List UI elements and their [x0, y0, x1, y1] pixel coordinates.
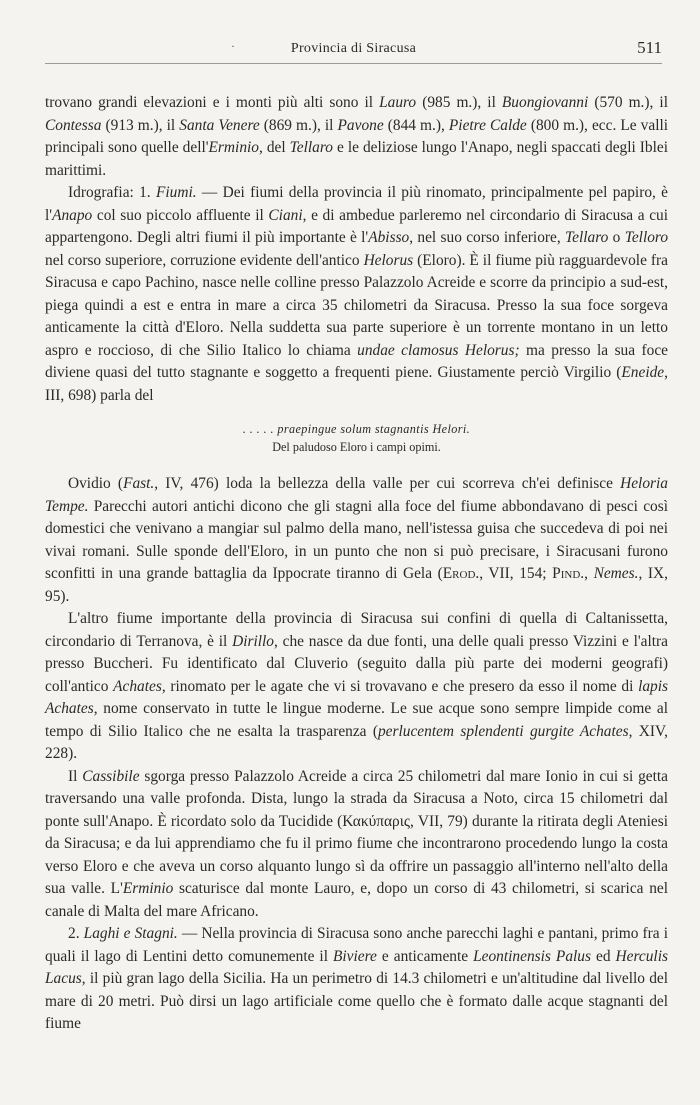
- paragraph-cassibile: Il Cassibile sgorga presso Palazzolo Acreide a circa 25 chilometri dal mare Ionio in cui si getta traversando una valle profonda. Dista, lungo la strada da Siracusa a Noto, circa 15 chilometri dal ponte sull'Anapo. È ricordato solo da Tucidide (Κακύπαρις, VII, 79) durante la ritirata degli Ateniesi da Siracusa; e da lui apprendiamo che fu il primo fiume che incontrarono procedendo lungo la costa verso Eloro e che aveva un corso alquanto lungo sì da offrire un passaggio all'interno nell'alto della sua valle. L'Erminio scaturisce dal monte Lauro, e, dopo un corso di 43 chilometri, si scarica nel canale di Malta del mare Africano.: [45, 767, 669, 920]
- page-number: 511: [637, 38, 662, 57]
- quote-italian: Del paludoso Eloro i campi opimi.: [272, 440, 441, 454]
- header-title: Provincia di Siracusa: [290, 41, 417, 56]
- header-mark: ·: [231, 39, 235, 53]
- paragraph-mountains: trovano grandi elevazioni e i monti più alti sono il Lauro (985 m.), il Buongiovanni (570 m.), il Contessa (913 m.), il Santa Venere (869 m.), il Pavone (844 m.), Pietre Calde (800 m.), ecc. Le valli principali sono quelle dell'Erminio, del Tellaro e le deliziose lungo l'Anapo, negli spaccati degli Iblei marittimi.: [45, 94, 669, 179]
- virgil-quotation: [45, 420, 668, 456]
- paragraph-dirillo: L'altro fiume importante della provincia di Siracusa sui confini di quella di Caltanissetta, circondario di Terranova, è il Dirillo, che nasce da due fonti, una delle quali presso Vizzini e l'altra presso Buccheri. Fu identificato dal Cluverio (seguito dalla più parte dei moderni geografi) coll'antico Achates, rinomato per le agate che vi si trovavano e che presero da esso il nome di lapis Achates, nome conservato in tutte le lingue moderne. Le sue acque sono sempre limpide come al tempo di Silio Italico che ne esalta la trasparenza (perlucentem splendenti gurgite Achates, XIV, 228).: [45, 610, 668, 762]
- paragraph-lakes: 2. Laghi e Stagni. — Nella provincia di Siracusa sono anche parecchi laghi e pantani, primo fra i quali il lago di Lentini detto comunemente il Biviere e anticamente Leontinensis Palus ed Herculis Lacus, il più gran lago della Sicilia. Ha un perimetro di 14.3 chilometri e un'altitudine dal livello del mare di 20 metri. Può dirsi un lago artificiale come quello che è formato dalle acque stagnanti del fiume: [45, 925, 668, 1032]
- page-body: [45, 92, 668, 1036]
- quote-latin: . . . . . praepingue solum stagnantis Helori.: [242, 422, 471, 436]
- paragraph-ovidio: Ovidio (Fast., IV, 476) loda la bellezza della valle per cui scorreva ch'ei definisce Heloria Tempe. Parecchi autori antichi dicono che gli stagni alla foce del fiume abbondavano di pesci così domestici che venivano a mangiar sul palmo della mano, nell'istessa guisa che succedeva di poi nei vivai romani. Sulle sponde dell'Eloro, in un punto che non si può precisare, i Siracusani furono sconfitti in una grande battaglia da Ippocrate tiranno di Gela (Erod., VII, 154; Pind., Nemes., IX, 95).: [45, 475, 668, 605]
- running-header: [45, 37, 662, 64]
- paragraph-hydrography-rivers: Idrografia: 1. Fiumi. — Dei fiumi della provincia il più rinomato, principalmente pel papiro, è l'Anapo col suo piccolo affluente il Ciani, e di ambedue parleremo nel circondario di Siracusa a cui appartengono. Degli altri fiumi il più importante è l'Abisso, nel suo corso inferiore, Tellaro o Telloro nel corso superiore, corruzione evidente dell'antico Helorus (Eloro). È il fiume più ragguardevole fra Siracusa e capo Pachino, nasce nelle colline presso Palazzolo Acreide e scorre da principio a sud-est, piega quindi a est e entra in mare a circa 35 chilometri da Siracusa. Presso la sua foce sorgeva anticamente la città d'Eloro. Nella suddetta sua parte superiore è un torrente montano in un letto aspro e roccioso, di che Silio Italico lo chiama undae clamosus Helorus; ma presso la sua foce diviene quasi del tutto stagnante e soggetto a frequenti piene. Giustamente perciò Virgilio (Eneide, III, 698) parla del: [45, 184, 669, 404]
